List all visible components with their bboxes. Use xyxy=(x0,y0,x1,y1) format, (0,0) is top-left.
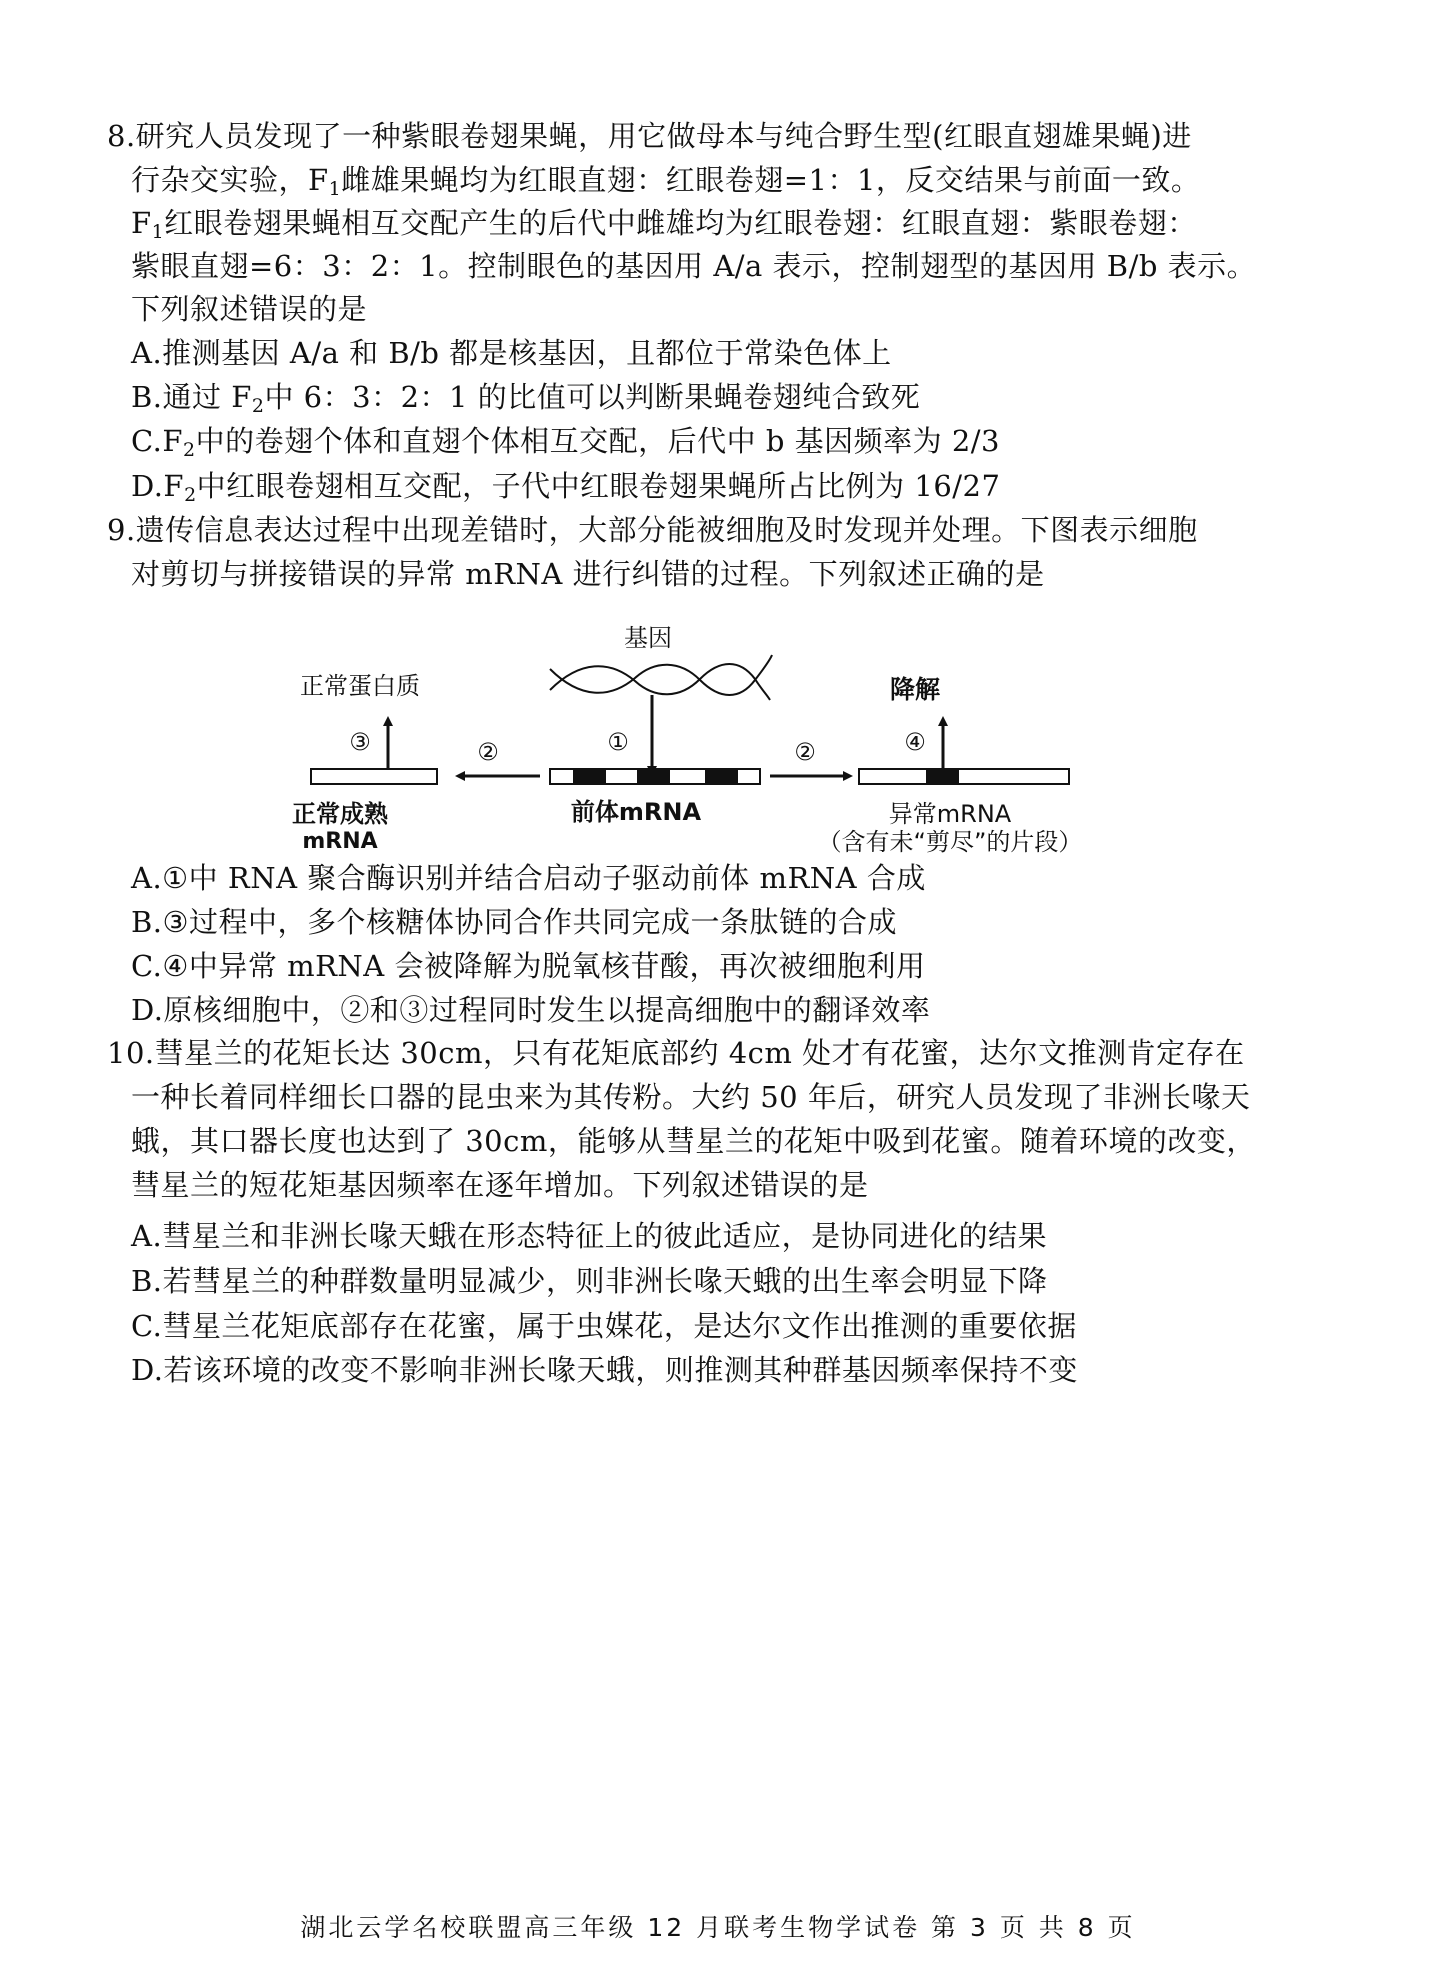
q8-option-b: B.通过 $F_2$中 6：3：2：1 的比值可以判断果蝇卷翅纯合致死 xyxy=(131,380,921,417)
q10-option-b: B.若彗星兰的种群数量明显减少，则非洲长喙天蛾的出生率会明显下降 xyxy=(131,1264,1048,1298)
q9-stem-line-2: 对剪切与拼接错误的异常 mRNA 进行纠错的过程。下列叙述正确的是 xyxy=(131,557,1045,591)
q10-stem-line-1: 10.彗星兰的花矩长达 30cm，只有花矩底部约 4cm 处才有花蜜，达尔文推测肯定存在 xyxy=(107,1036,1245,1070)
q10-stem-line-2: 一种长着同样细长口器的昆虫来为其传粉。大约 50 年后，研究人员发现了非洲长喙天 xyxy=(131,1080,1251,1114)
q9-option-b: B.③过程中，多个核糖体协同合作共同完成一条肽链的合成 xyxy=(131,905,898,939)
q8-option-d: $D.F_2$中红眼卷翅相互交配，子代中红眼卷翅果蝇所占比例为 16/27 xyxy=(131,469,1001,506)
q8-stem-line-3: $F_1$红眼卷翅果蝇相互交配产生的后代中雌雄均为红眼卷翅：红眼直翅：紫眼卷翅： xyxy=(131,206,1197,243)
mature-mrna-label-2: mRNA xyxy=(302,829,378,854)
q8-option-c: $C.F_2$中的卷翅个体和直翅个体相互交配，后代中 b 基因频率为 2/3 xyxy=(131,424,1000,461)
gene-label: 基因 xyxy=(624,624,672,652)
abnormal-mrna-label-2: （含有未“剪尽”的片段） xyxy=(817,828,1083,856)
page-footer: 湖北云学名校联盟高三年级 12 月联考生物学试卷 第 3 页 共 8 页 xyxy=(300,1913,1136,1942)
q8-stem-line-2: 行杂交实验，$F_1$雌雄果蝇均为红眼直翅：红眼卷翅=1：1，反交结果与前面一致。 xyxy=(131,163,1201,200)
q9-option-a: A.①中 RNA 聚合酶识别并结合启动子驱动前体 mRNA 合成 xyxy=(131,861,926,895)
q9-option-d: D.原核细胞中，②和③过程同时发生以提高细胞中的翻译效率 xyxy=(131,993,931,1027)
q8-option-a: A.推测基因 A/a 和 B/b 都是核基因，且都位于常染色体上 xyxy=(131,336,892,370)
step1-marker: ① xyxy=(607,728,629,756)
abnormal-mrna-bar xyxy=(859,769,1069,784)
step3-marker: ③ xyxy=(349,728,371,756)
mature-mrna-bar xyxy=(311,769,437,784)
dna-helix xyxy=(550,655,772,700)
precursor-mrna-label: 前体mRNA xyxy=(570,798,702,826)
q10-option-c: C.彗星兰花矩底部存在花蜜，属于虫媒花，是达尔文作出推测的重要依据 xyxy=(131,1309,1077,1343)
q10-stem-line-3: 蛾，其口器长度也达到了 30cm，能够从彗星兰的花矩中吸到花蜜。随着环境的改变， xyxy=(131,1124,1256,1158)
q9-stem-line-1: 9.遗传信息表达过程中出现差错时，大部分能被细胞及时发现并处理。下图表示细胞 xyxy=(107,513,1198,547)
q9-option-c: C.④中异常 mRNA 会被降解为脱氧核苷酸，再次被细胞利用 xyxy=(131,949,926,983)
degrade-label: 降解 xyxy=(889,675,941,704)
q8-stem-line-5: 下列叙述错误的是 xyxy=(131,292,368,326)
q8-stem-line-1: 8.研究人员发现了一种紫眼卷翅果蝇，用它做母本与纯合野生型(红眼直翅雄果蝇)进 xyxy=(107,119,1192,153)
normal-protein-label: 正常蛋白质 xyxy=(300,672,420,700)
q10-option-d: D.若该环境的改变不影响非洲长喙天蛾，则推测其种群基因频率保持不变 xyxy=(131,1353,1078,1387)
q10-stem-line-4: 彗星兰的短花矩基因频率在逐年增加。下列叙述错误的是 xyxy=(131,1168,869,1202)
mature-mrna-label-1: 正常成熟 xyxy=(292,800,388,828)
precursor-mrna-bar xyxy=(550,769,760,784)
q8-stem-line-4: 紫眼直翅=6：3：2：1。控制眼色的基因用 A/a 表示，控制翅型的基因用 B/b 表示。 xyxy=(131,249,1257,283)
abnormal-mrna-label-1: 异常mRNA xyxy=(888,800,1012,828)
step2-right-marker: ② xyxy=(794,738,816,766)
step2-left-marker: ② xyxy=(477,738,499,766)
step4-marker: ④ xyxy=(904,728,926,756)
q10-option-a: A.彗星兰和非洲长喙天蛾在形态特征上的彼此适应，是协同进化的结果 xyxy=(131,1219,1048,1253)
